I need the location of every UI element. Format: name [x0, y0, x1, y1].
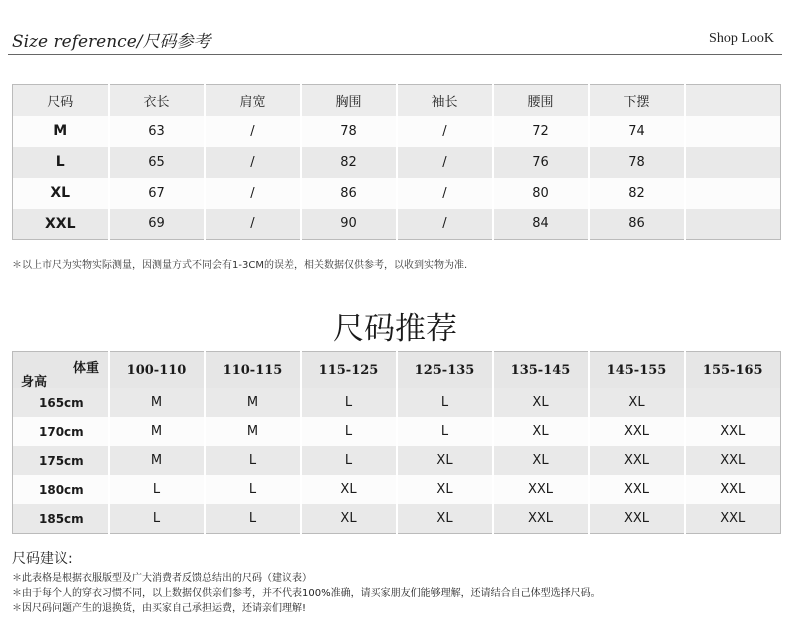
table-cell: 90: [301, 209, 397, 240]
table-cell: M: [205, 417, 301, 446]
corner-cell: [13, 352, 109, 389]
table-row: [13, 147, 781, 178]
table-cell: XL: [301, 475, 397, 504]
table-cell: /: [397, 147, 493, 178]
size-cell: XL: [13, 178, 109, 209]
size-table-header-cell: 胸围: [301, 85, 397, 116]
weight-header-cell: 115-125: [301, 352, 397, 389]
height-cell: 185cm: [13, 504, 109, 534]
size-table-header-cell: 尺码: [13, 85, 109, 116]
table-cell: XL: [397, 446, 493, 475]
table-cell: L: [109, 504, 205, 534]
table-cell: 78: [589, 147, 685, 178]
size-table-empty-cell: [685, 85, 781, 116]
advice-line: ＊因尺码问题产生的退换货，由买家自己承担运费，还请亲们理解!: [12, 603, 307, 614]
table-row: [13, 178, 781, 209]
table-empty-cell: [685, 116, 781, 147]
table-cell: L: [205, 504, 301, 534]
table-cell: 74: [589, 116, 685, 147]
table-empty-cell: [685, 147, 781, 178]
table-cell: XXL: [589, 475, 685, 504]
size-table-header-cell: 衣长: [109, 85, 205, 116]
weight-header-cell: 110-115: [205, 352, 301, 389]
table-cell: XL: [397, 504, 493, 534]
table-row: [13, 417, 781, 446]
weight-header-cell: 135-145: [493, 352, 589, 389]
weight-label: 体重: [73, 361, 100, 376]
table-cell: L: [301, 388, 397, 417]
height-cell: 165cm: [13, 388, 109, 417]
table-cell: 78: [301, 116, 397, 147]
height-cell: 180cm: [13, 475, 109, 504]
table-cell: L: [301, 417, 397, 446]
advice-line: ＊由于每个人的穿衣习惯不同，以上数据仅供亲们参考，并不代表100%准确，请买家朋友们能够理解，还请结合自己体型选择尺码。: [12, 588, 601, 599]
table-cell: L: [205, 475, 301, 504]
table-cell: L: [205, 446, 301, 475]
table-cell: XXL: [493, 504, 589, 534]
table-cell: XXL: [589, 417, 685, 446]
table-empty-cell: [685, 178, 781, 209]
page-title: Size reference/尺码参考: [12, 32, 211, 52]
table-cell: XL: [493, 417, 589, 446]
table-cell: XXL: [685, 504, 781, 534]
table-cell: M: [109, 417, 205, 446]
recommend-title: 尺码推荐: [333, 311, 457, 347]
height-cell: 175cm: [13, 446, 109, 475]
table-cell: L: [301, 446, 397, 475]
table-cell: M: [109, 446, 205, 475]
table-cell: XL: [589, 388, 685, 417]
table-row: [13, 446, 781, 475]
weight-header-cell: 145-155: [589, 352, 685, 389]
recommend-header: [13, 352, 781, 389]
shop-look-label: Shop LooK: [709, 31, 774, 46]
table-cell: XXL: [685, 417, 781, 446]
table-cell: /: [205, 209, 301, 240]
size-recommend-table: [12, 351, 781, 534]
weight-header-cell: 100-110: [109, 352, 205, 389]
table-row: [13, 116, 781, 147]
table-cell: 76: [493, 147, 589, 178]
table-row: [13, 209, 781, 240]
size-table-header-cell: 肩宽: [205, 85, 301, 116]
table-cell: L: [397, 417, 493, 446]
table-cell: XXL: [685, 446, 781, 475]
table-cell: 86: [301, 178, 397, 209]
advice-title: 尺码建议:: [12, 551, 73, 567]
table-cell: /: [205, 116, 301, 147]
size-table-header-cell: 下摆: [589, 85, 685, 116]
weight-header-cell: 155-165: [685, 352, 781, 389]
table-cell: 86: [589, 209, 685, 240]
table-cell: XL: [493, 388, 589, 417]
size-cell: L: [13, 147, 109, 178]
table-cell: XL: [493, 446, 589, 475]
measurement-note: ＊以上市尺为实物实际测量，因测量方式不同会有1-3CM的误差，相关数据仅供参考，以收到实物为准.: [12, 260, 468, 271]
table-cell: L: [397, 388, 493, 417]
table-row: [13, 388, 781, 417]
table-cell: 69: [109, 209, 205, 240]
header-divider: [8, 54, 782, 55]
table-cell: 84: [493, 209, 589, 240]
table-cell: XL: [301, 504, 397, 534]
table-cell: XL: [397, 475, 493, 504]
table-cell: 67: [109, 178, 205, 209]
size-table-header: [13, 85, 781, 116]
table-cell: XXL: [589, 446, 685, 475]
table-empty-cell: [685, 209, 781, 240]
height-label: 身高: [21, 375, 48, 388]
table-row: [13, 504, 781, 534]
table-cell: 72: [493, 116, 589, 147]
table-cell: 63: [109, 116, 205, 147]
table-cell: 82: [589, 178, 685, 209]
table-cell: 80: [493, 178, 589, 209]
table-cell: XXL: [589, 504, 685, 534]
weight-header-cell: 125-135: [397, 352, 493, 389]
size-cell: M: [13, 116, 109, 147]
table-cell: L: [109, 475, 205, 504]
table-cell: /: [397, 209, 493, 240]
size-cell: XXL: [13, 209, 109, 240]
table-cell: 65: [109, 147, 205, 178]
table-row: [13, 475, 781, 504]
advice-line: ＊此表格是根据衣服版型及广大消费者反馈总结出的尺码（建议表）: [12, 573, 312, 584]
height-cell: 170cm: [13, 417, 109, 446]
table-cell: M: [205, 388, 301, 417]
table-cell: M: [109, 388, 205, 417]
table-cell: /: [205, 147, 301, 178]
table-cell: [685, 388, 781, 417]
size-reference-table: [12, 84, 781, 240]
size-table-header-cell: 袖长: [397, 85, 493, 116]
table-cell: XXL: [493, 475, 589, 504]
table-cell: XXL: [685, 475, 781, 504]
table-cell: /: [205, 178, 301, 209]
table-cell: /: [397, 116, 493, 147]
table-cell: /: [397, 178, 493, 209]
size-table-header-cell: 腰围: [493, 85, 589, 116]
table-cell: 82: [301, 147, 397, 178]
